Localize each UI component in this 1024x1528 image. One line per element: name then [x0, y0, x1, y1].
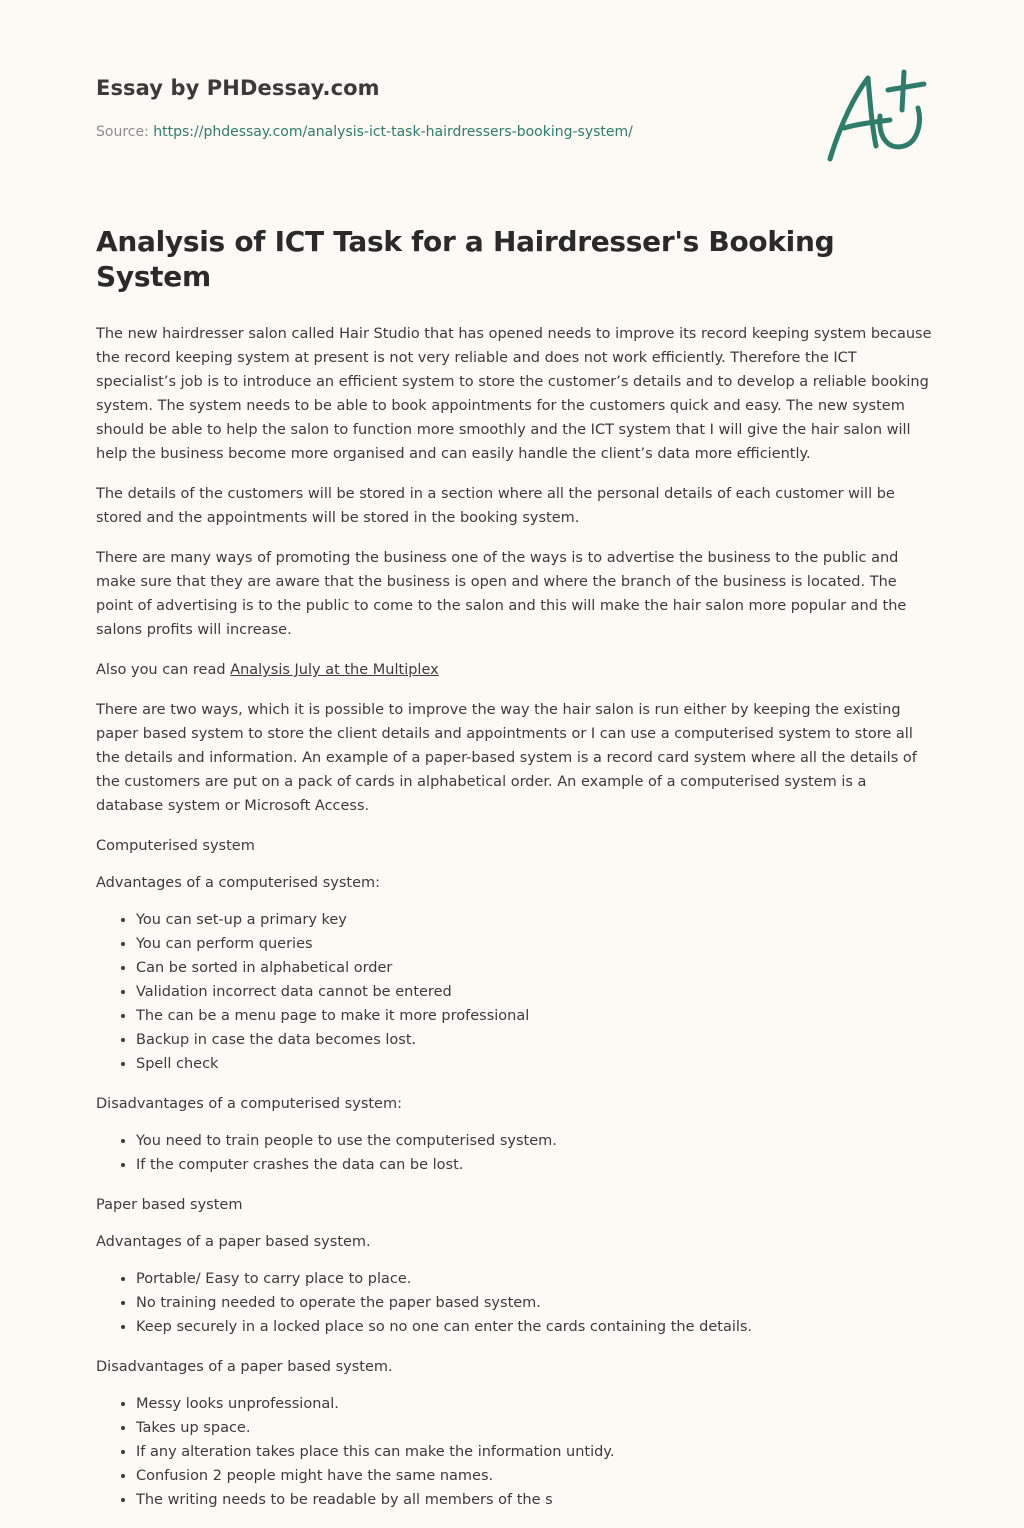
- paper-heading: Paper based system: [96, 1197, 243, 1213]
- list-item: • Portable/ Easy to carry place to place.: [136, 1267, 932, 1291]
- list-item: • Backup in case the data becomes lost.: [136, 1028, 932, 1052]
- list-item: • Validation incorrect data cannot be entered: [136, 980, 932, 1004]
- paragraph-intro: The new hairdresser salon called Hair Studio that has opened needs to improve its record keeping system because the record keeping system at present is not very reliable and does not work efficiently. Therefore the ICT specialist’s job is to introduce an efficient system to store the customer’s details and to develop a reliable booking system. The system needs to be able to book appointments for the customers quick and easy. The new system should be able to help the salon to function more smoothly and the ICT system that I will give the hair salon will help the business become more organised and can easily handle the client’s data more efficiently.: [96, 326, 932, 462]
- list-item: • Keep securely in a locked place so no one can enter the cards containing the details.: [136, 1315, 932, 1339]
- paper-advantages-label: Advantages of a paper based system.: [96, 1234, 371, 1250]
- paper-disadvantages-label: Disadvantages of a paper based system.: [96, 1359, 393, 1375]
- comp-disadvantages-label: Disadvantages of a computerised system:: [96, 1096, 402, 1112]
- list-item: • You can set-up a primary key: [136, 908, 932, 932]
- comp-advantages-list: [96, 908, 932, 1076]
- article-title: Analysis of ICT Task for a Hairdresser's Booking System: [96, 225, 835, 293]
- also-read-prefix: Also you can read: [96, 662, 231, 678]
- page-header: [96, 76, 796, 140]
- comp-disadvantages-list: [96, 1129, 932, 1177]
- list-item: • The can be a menu page to make it more professional: [136, 1004, 932, 1028]
- article: [96, 224, 932, 1528]
- paragraph-promotion: There are many ways of promoting the business one of the ways is to advertise the business to the public and make sure that they are aware that the business is open and where the branch of the business is located. The point of advertising is to the public to come to the salon and this will make the hair salon more popular and the salons profits will increase.: [96, 550, 907, 638]
- paragraph-two-ways: There are two ways, which it is possible to improve the way the hair salon is run either by keeping the existing paper based system to store the client details and appointments or I can use a computerised system to store all the details and information. An example of a paper-based system is a record card system where all the details of the customers are put on a pack of cards in alphabetical order. An example of a computerised system is a database system or Microsoft Access.: [96, 702, 917, 814]
- source-link[interactable]: https://phdessay.com/analysis-ict-task-hairdressers-booking-system/: [153, 124, 633, 140]
- comp-advantages-label: Advantages of a computerised system:: [96, 875, 381, 891]
- source-line: [96, 124, 796, 140]
- list-item: • The writing needs to be readable by all members of the s: [136, 1488, 932, 1512]
- list-item: • If the computer crashes the data can be lost.: [136, 1153, 932, 1177]
- computerised-heading: Computerised system: [96, 838, 255, 854]
- list-item: • Takes up space.: [136, 1416, 932, 1440]
- paper-disadvantages-list: [96, 1392, 932, 1512]
- list-item: • You need to train people to use the computerised system.: [136, 1129, 932, 1153]
- also-read-link[interactable]: Analysis July at the Multiplex: [230, 662, 439, 678]
- list-item: • Confusion 2 people might have the same names.: [136, 1464, 932, 1488]
- a-plus-logo: [818, 66, 930, 166]
- also-read-line: [96, 658, 932, 682]
- list-item: • No training needed to operate the paper based system.: [136, 1291, 932, 1315]
- list-item: • You can perform queries: [136, 932, 932, 956]
- list-item: • If any alteration takes place this can make the information untidy.: [136, 1440, 932, 1464]
- site-title: Essay by PHDessay.com: [96, 76, 380, 100]
- paper-advantages-list: [96, 1267, 932, 1339]
- paragraph-customer-details: The details of the customers will be stored in a section where all the personal details of each customer will be stored and the appointments will be stored in the booking system.: [96, 486, 895, 526]
- list-item: • Spell check: [136, 1052, 932, 1076]
- source-label: Source:: [96, 124, 149, 140]
- list-item: • Messy looks unprofessional.: [136, 1392, 932, 1416]
- list-item: • Can be sorted in alphabetical order: [136, 956, 932, 980]
